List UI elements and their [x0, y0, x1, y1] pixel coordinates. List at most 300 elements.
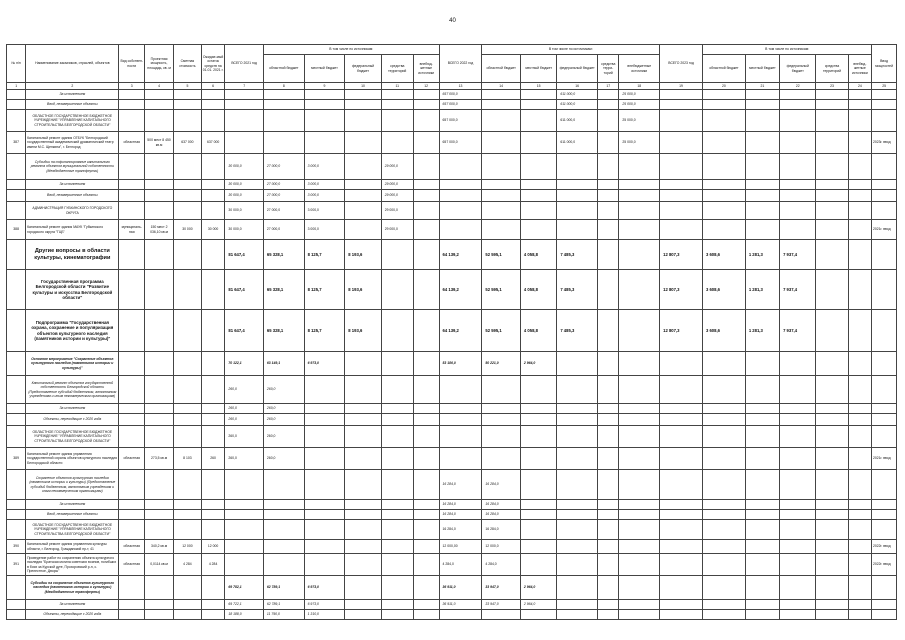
row-cell — [660, 470, 703, 500]
row-cell — [145, 90, 174, 100]
row-cell: 2021г. ввод — [872, 220, 897, 240]
row-name: Сохранение объектов культурного наследия (памятников истории и культуры) (Предоставление субсидий бюджетным, автономным учреждениям и иным некоммерческим организациям) — [26, 470, 119, 500]
table-row — [7, 610, 897, 620]
row-number — [7, 90, 26, 100]
column-index: 14 — [482, 83, 521, 90]
row-cell — [702, 376, 745, 404]
row-cell: 25 000,0 — [619, 110, 660, 132]
row-cell — [263, 110, 304, 132]
row-cell: 36 911,0 — [439, 576, 482, 600]
row-cell — [201, 404, 225, 414]
row-cell: 8 193,6 — [345, 240, 381, 270]
row-cell — [520, 154, 556, 180]
row-cell — [557, 376, 598, 404]
row-cell — [598, 414, 619, 426]
row-cell — [598, 470, 619, 500]
row-cell: 30 000,0 — [225, 154, 264, 180]
row-cell — [619, 576, 660, 600]
column-index: 9 — [304, 83, 345, 90]
row-cell — [520, 100, 556, 110]
row-cell — [174, 520, 202, 540]
row-cell — [145, 600, 174, 610]
row-cell — [225, 554, 264, 576]
row-name: Капитальный ремонт объектов государственной собственности Белгородской области (Предоставление субсидий бюджетным, автономным учреждениям и иным некоммерческим организациям) — [26, 376, 119, 404]
row-cell — [598, 610, 619, 620]
row-number — [7, 180, 26, 190]
row-cell: 500 мест 8 450 кв.м — [145, 132, 174, 154]
row-cell — [482, 610, 521, 620]
row-cell: 29 000,0 — [381, 220, 413, 240]
row-cell: 16 284,0 — [482, 470, 521, 500]
row-cell — [520, 220, 556, 240]
row-cell — [439, 180, 482, 190]
row-cell — [780, 554, 816, 576]
row-cell — [660, 600, 703, 610]
row-cell — [702, 510, 745, 520]
column-index: 25 — [872, 83, 897, 90]
row-number: 390 — [7, 540, 26, 554]
row-number — [7, 426, 26, 448]
header-source: внебюджетные источники — [619, 55, 660, 83]
table-row — [7, 100, 897, 110]
row-cell — [780, 610, 816, 620]
row-cell: 4 058,8 — [520, 240, 556, 270]
row-cell — [482, 90, 521, 100]
row-cell: 2023г. ввод — [872, 132, 897, 154]
row-cell — [816, 448, 848, 470]
row-cell — [745, 576, 779, 600]
row-cell: 4 284 — [201, 554, 225, 576]
row-cell — [660, 554, 703, 576]
row-number: 389 — [7, 448, 26, 470]
row-cell — [745, 600, 779, 610]
column-index: 5 — [174, 83, 202, 90]
row-cell — [413, 576, 439, 600]
row-cell — [780, 132, 816, 154]
row-cell — [145, 376, 174, 404]
row-cell: 4 284,0 — [482, 554, 521, 576]
row-cell: 340,2 кв.м — [145, 540, 174, 554]
row-cell: 6 973,0 — [304, 600, 345, 610]
row-cell: 30 000,0 — [225, 202, 264, 220]
row-cell — [872, 610, 897, 620]
row-cell: 3 000,0 — [304, 180, 345, 190]
row-cell — [848, 180, 872, 190]
row-cell — [848, 90, 872, 100]
table-row — [7, 540, 897, 554]
row-cell — [598, 540, 619, 554]
row-cell — [702, 576, 745, 600]
row-cell — [598, 576, 619, 600]
row-cell — [619, 154, 660, 180]
row-cell — [745, 510, 779, 520]
row-cell — [201, 110, 225, 132]
row-cell — [660, 448, 703, 470]
row-cell — [345, 470, 381, 500]
column-index: 13 — [439, 83, 482, 90]
row-cell — [780, 202, 816, 220]
row-cell — [345, 100, 381, 110]
row-cell — [174, 110, 202, 132]
row-cell — [413, 190, 439, 202]
row-cell — [345, 190, 381, 202]
row-cell — [413, 600, 439, 610]
row-cell — [119, 100, 145, 110]
row-cell — [482, 404, 521, 414]
row-name: Капитальный ремонт здания МАУК "Губкинского городского округа "ГЦБ" — [26, 220, 119, 240]
row-cell — [619, 470, 660, 500]
row-cell — [780, 90, 816, 100]
row-cell — [816, 510, 848, 520]
row-cell — [619, 220, 660, 240]
row-cell — [780, 414, 816, 426]
row-number — [7, 352, 26, 376]
row-cell — [520, 190, 556, 202]
row-cell — [598, 310, 619, 352]
row-cell — [816, 310, 848, 352]
header-source: средства территорий — [381, 55, 413, 83]
row-cell — [848, 100, 872, 110]
row-cell — [557, 220, 598, 240]
row-cell — [145, 190, 174, 202]
row-cell: 12 000,0 — [482, 540, 521, 554]
row-cell — [345, 220, 381, 240]
row-cell: 4 058,8 — [520, 270, 556, 310]
row-cell — [304, 376, 345, 404]
header-source: федеральный бюджет — [780, 55, 816, 83]
row-cell — [174, 202, 202, 220]
row-number: 391 — [7, 554, 26, 576]
row-cell — [816, 190, 848, 202]
row-cell — [745, 220, 779, 240]
row-cell: 611 000,0 — [557, 110, 598, 132]
row-cell — [619, 600, 660, 610]
row-cell — [745, 110, 779, 132]
row-cell — [482, 180, 521, 190]
row-cell — [557, 470, 598, 500]
row-cell — [816, 352, 848, 376]
row-cell — [439, 154, 482, 180]
row-cell — [872, 520, 897, 540]
row-cell — [816, 180, 848, 190]
header-sources-2021: В том числе по источникам: — [263, 45, 439, 55]
row-cell — [119, 576, 145, 600]
row-cell: 8 193,6 — [345, 270, 381, 310]
row-cell — [660, 190, 703, 202]
row-cell — [413, 110, 439, 132]
row-cell — [660, 110, 703, 132]
row-cell — [619, 376, 660, 404]
table-row — [7, 202, 897, 220]
row-cell — [413, 310, 439, 352]
row-cell — [872, 404, 897, 414]
row-cell: 52 595,1 — [482, 240, 521, 270]
row-cell — [201, 240, 225, 270]
row-cell — [780, 600, 816, 610]
table-row — [7, 448, 897, 470]
row-cell — [816, 270, 848, 310]
row-cell — [263, 520, 304, 540]
row-cell — [780, 448, 816, 470]
row-cell — [520, 554, 556, 576]
row-cell: 611 000,0 — [557, 100, 598, 110]
row-cell — [780, 404, 816, 414]
row-cell: 3 000,0 — [304, 202, 345, 220]
row-name: Подпрограмма "Государственная охрана, сохранение и популяризация объектов культурного наследия (памятников истории и культуры)" — [26, 310, 119, 352]
row-cell — [174, 100, 202, 110]
row-cell — [145, 610, 174, 620]
row-cell — [745, 376, 779, 404]
row-cell — [872, 190, 897, 202]
row-cell — [745, 202, 779, 220]
row-cell: 260,0 — [263, 404, 304, 414]
row-cell: 657 000,0 — [439, 132, 482, 154]
row-cell — [557, 404, 598, 414]
row-cell: 16 284,0 — [482, 520, 521, 540]
row-cell: 6 973,0 — [304, 576, 345, 600]
row-cell — [201, 190, 225, 202]
table-row — [7, 554, 897, 576]
row-cell: 81 647,4 — [225, 240, 264, 270]
row-cell — [225, 132, 264, 154]
row-cell — [263, 132, 304, 154]
row-cell — [304, 540, 345, 554]
row-name: Ввод, незавершенные объекты — [26, 190, 119, 202]
row-cell — [304, 414, 345, 426]
row-cell: 7 485,3 — [557, 270, 598, 310]
row-cell: 657 000,0 — [439, 110, 482, 132]
row-cell — [381, 240, 413, 270]
row-cell — [263, 90, 304, 100]
row-cell — [598, 180, 619, 190]
row-name: Основное мероприятие "Сохранение объектов культурного наследия (памятников истории и культуры)" — [26, 352, 119, 376]
row-cell: 637 000 — [174, 132, 202, 154]
row-cell — [702, 180, 745, 190]
row-cell — [702, 520, 745, 540]
row-cell — [174, 310, 202, 352]
table-row — [7, 220, 897, 240]
row-cell — [119, 600, 145, 610]
row-name: За исполнением — [26, 600, 119, 610]
row-cell: 1 310,0 — [304, 610, 345, 620]
row-cell — [872, 500, 897, 510]
row-cell — [598, 132, 619, 154]
row-cell — [660, 426, 703, 448]
row-cell — [848, 600, 872, 610]
row-cell: 260,0 — [263, 376, 304, 404]
row-cell — [174, 180, 202, 190]
column-index: 22 — [780, 83, 816, 90]
row-cell: 611 000,0 — [557, 132, 598, 154]
column-index: 18 — [619, 83, 660, 90]
row-cell — [381, 426, 413, 448]
row-cell — [557, 426, 598, 448]
row-cell — [619, 448, 660, 470]
row-cell — [413, 404, 439, 414]
row-cell — [201, 270, 225, 310]
row-cell — [439, 404, 482, 414]
row-cell: 53 186,0 — [439, 352, 482, 376]
row-cell — [201, 100, 225, 110]
row-cell — [619, 270, 660, 310]
row-cell — [780, 110, 816, 132]
row-cell: 3 608,6 — [702, 310, 745, 352]
row-cell — [702, 110, 745, 132]
header-ownership: Вид собствен-ности — [119, 45, 145, 83]
row-cell — [848, 154, 872, 180]
row-cell — [702, 600, 745, 610]
row-cell — [263, 100, 304, 110]
row-cell — [381, 510, 413, 520]
row-cell — [413, 414, 439, 426]
row-cell — [780, 426, 816, 448]
row-cell — [225, 470, 264, 500]
row-cell — [702, 426, 745, 448]
table-row — [7, 510, 897, 520]
row-cell — [174, 270, 202, 310]
row-cell — [174, 352, 202, 376]
row-cell — [381, 576, 413, 600]
row-cell — [520, 132, 556, 154]
row-cell — [598, 448, 619, 470]
row-cell — [381, 520, 413, 540]
row-cell — [816, 414, 848, 426]
row-cell: 8 193,6 — [345, 310, 381, 352]
row-cell — [660, 100, 703, 110]
column-index: 24 — [848, 83, 872, 90]
column-index: 15 — [520, 83, 556, 90]
row-cell: 3 000,0 — [304, 220, 345, 240]
row-cell — [413, 470, 439, 500]
row-name: ОБЛАСТНОЕ ГОСУДАРСТВЕННОЕ БЮДЖЕТНОЕ УЧРЕЖДЕНИЕ "УПРАВЛЕНИЕ КАПИТАЛЬНОГО СТРОИТЕЛЬСТВА БЕЛГОРОДСКОЙ ОБЛАСТИ" — [26, 520, 119, 540]
row-cell — [660, 154, 703, 180]
row-name: АДМИНИСТРАЦИЯ ГУБКИНСКОГО ГОРОДСКОГО ОКРУГА — [26, 202, 119, 220]
row-cell — [598, 220, 619, 240]
header-entry: Ввод мощностей — [872, 45, 897, 83]
row-cell — [780, 510, 816, 520]
header-sources-2023: В том числе по источникам: — [702, 45, 871, 55]
row-cell — [816, 110, 848, 132]
row-cell — [119, 110, 145, 132]
row-cell — [145, 310, 174, 352]
row-cell — [872, 600, 897, 610]
row-cell — [660, 202, 703, 220]
row-cell — [598, 240, 619, 270]
row-cell — [598, 404, 619, 414]
table-row — [7, 426, 897, 448]
row-number — [7, 414, 26, 426]
row-cell — [520, 448, 556, 470]
row-cell — [816, 100, 848, 110]
row-cell — [482, 154, 521, 180]
row-cell — [557, 202, 598, 220]
row-cell — [619, 510, 660, 520]
row-cell: 12 807,3 — [660, 270, 703, 310]
row-cell — [816, 520, 848, 540]
row-number — [7, 470, 26, 500]
row-cell — [201, 376, 225, 404]
row-cell — [619, 240, 660, 270]
row-cell: 64 139,2 — [439, 270, 482, 310]
header-name: Наименование заказчиков, отраслей, объектов — [26, 45, 119, 83]
row-cell — [381, 376, 413, 404]
row-cell — [702, 448, 745, 470]
row-cell: 33 947,0 — [482, 600, 521, 610]
row-cell — [598, 352, 619, 376]
row-cell — [780, 376, 816, 404]
page-number: 40 — [449, 18, 456, 24]
row-cell: 7 485,3 — [557, 240, 598, 270]
row-cell: 260 — [201, 448, 225, 470]
row-cell — [848, 270, 872, 310]
row-name: Проведение работ по сохранению объекта культурного наследия "Братская могила советских воинов, погибших в боях за Курской дуге, Прохоровский р-н, с. Прелестное, Дворы" — [26, 554, 119, 576]
row-cell — [780, 154, 816, 180]
row-cell — [745, 448, 779, 470]
row-cell — [745, 520, 779, 540]
budget-table — [6, 44, 897, 620]
row-name: За исполнением — [26, 90, 119, 100]
row-cell — [413, 610, 439, 620]
row-name: Ввод, незавершенные объекты — [26, 100, 119, 110]
row-cell — [145, 100, 174, 110]
row-cell — [557, 520, 598, 540]
header-source: областной бюджет — [482, 55, 521, 83]
row-cell — [557, 600, 598, 610]
row-cell: 7 485,3 — [557, 310, 598, 352]
row-cell: 2022г. ввод — [872, 554, 897, 576]
row-cell — [345, 500, 381, 510]
column-index: 8 — [263, 83, 304, 90]
row-cell — [119, 352, 145, 376]
row-cell — [304, 132, 345, 154]
row-cell: 2022г. ввод — [872, 540, 897, 554]
row-cell: областная — [119, 132, 145, 154]
row-cell — [413, 180, 439, 190]
row-cell: 27 000,0 — [263, 180, 304, 190]
row-cell: областная — [119, 540, 145, 554]
row-cell — [145, 202, 174, 220]
row-cell — [872, 90, 897, 100]
row-cell — [201, 154, 225, 180]
row-cell — [872, 310, 897, 352]
row-cell — [381, 100, 413, 110]
row-cell — [174, 414, 202, 426]
row-cell — [619, 180, 660, 190]
column-index: 7 — [225, 83, 264, 90]
row-cell — [119, 270, 145, 310]
row-cell — [848, 110, 872, 132]
row-cell — [174, 190, 202, 202]
row-cell — [848, 500, 872, 510]
row-name: Субсидии на сохранение объектов культурного наследия (памятников истории и культуры) (Межбюджетные трансферты) — [26, 576, 119, 600]
row-cell — [345, 448, 381, 470]
table-row — [7, 310, 897, 352]
row-cell — [482, 190, 521, 202]
header-source: областной бюджет — [702, 55, 745, 83]
row-cell — [619, 414, 660, 426]
row-cell — [745, 610, 779, 620]
row-cell — [304, 90, 345, 100]
row-cell — [145, 154, 174, 180]
row-cell — [520, 376, 556, 404]
row-cell — [439, 448, 482, 470]
row-cell — [225, 520, 264, 540]
row-cell — [619, 190, 660, 202]
row-cell — [381, 310, 413, 352]
row-name: Капитальный ремонт здания управления культуры области, г. Белгород, Гражданский пр-т, 41 — [26, 540, 119, 554]
table-row — [7, 404, 897, 414]
row-cell: 50 221,0 — [482, 352, 521, 376]
